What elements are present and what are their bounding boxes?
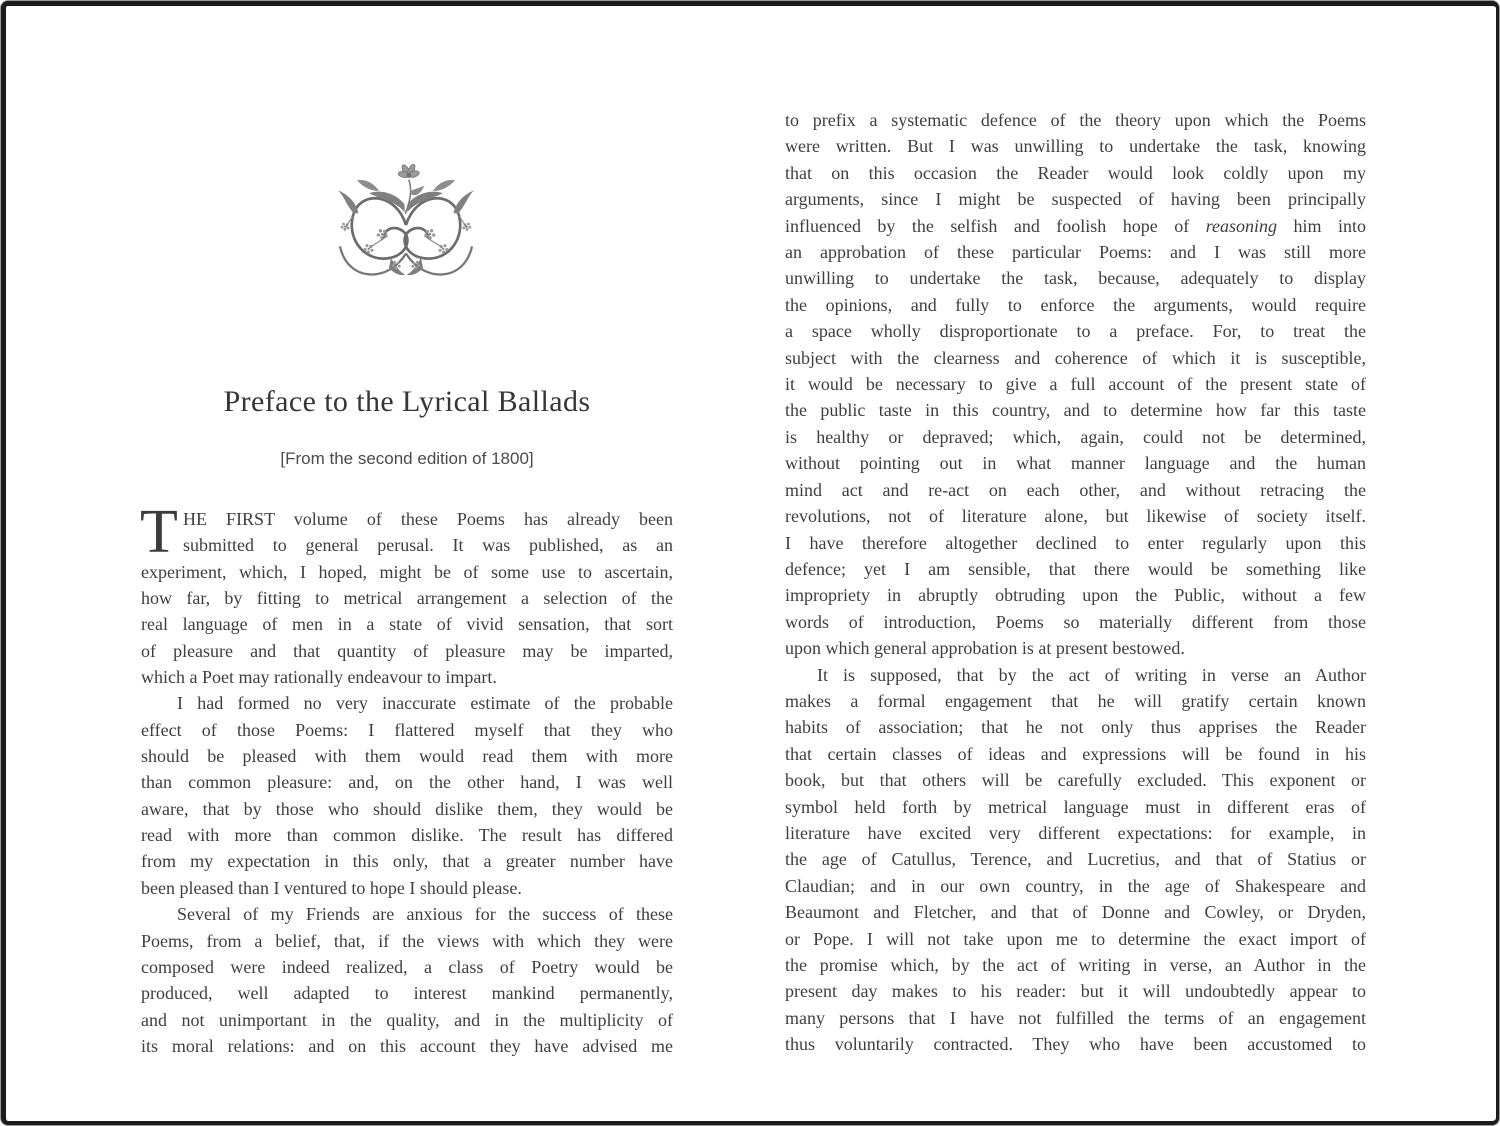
- text-line: produced, well adapted to interest mankind permanently,: [141, 983, 673, 1004]
- text-line: thus voluntarily contracted. They who have been accustomed to: [785, 1034, 1366, 1055]
- text-line: been pleased than I ventured to hope I should please.: [141, 877, 522, 898]
- text-line: It is supposed, that by the act of writing in verse an Author: [817, 664, 1366, 685]
- text-line: defence; yet I am sensible, that there would be something like: [785, 558, 1366, 579]
- text-line: many persons that I have not fulfilled the terms of an engagement: [785, 1007, 1366, 1028]
- text-line: or Pope. I will not take upon me to determine the exact import of: [785, 928, 1366, 949]
- text-line: than common pleasure: and, on the other hand, I was well: [141, 772, 673, 793]
- text-line: were written. But I was unwilling to undertake the task, knowing: [785, 136, 1366, 157]
- text-line: how far, by fitting to metrical arrangement a selection of the: [141, 588, 673, 609]
- text-line: literature have excited very different expectations: for example, in: [785, 822, 1366, 843]
- text-line: makes a formal engagement that he will gratify certain known: [785, 690, 1366, 711]
- text-line: book, but that others will be carefully excluded. This exponent or: [785, 770, 1366, 791]
- text-line: to prefix a systematic defence of the theory upon which the Poems: [785, 110, 1366, 130]
- text-line: words of introduction, Poems so materially different from those: [785, 611, 1366, 632]
- text-line: present day makes to his reader: but it will undoubtedly appear to: [785, 981, 1366, 1002]
- text-line: the public taste in this country, and to determine how far this taste: [785, 400, 1366, 421]
- text-line: I had formed no very inaccurate estimate of the probable: [177, 693, 673, 714]
- paragraph: [785, 662, 1366, 1058]
- text-line: that certain classes of ideas and expressions will be found in his: [785, 743, 1366, 764]
- text-line: experiment, which, I hoped, might be of some use to ascertain,: [141, 561, 673, 582]
- text-line: mind act and re-act on each other, and without retracing the: [785, 479, 1366, 500]
- text-line: an approbation of these particular Poems: and I was still more: [785, 242, 1366, 263]
- text-line: should be pleased with them would read them with more: [141, 746, 673, 767]
- text-line: unwilling to undertake the task, because, adequately to display: [785, 268, 1366, 289]
- text-line: that on this occasion the Reader would look coldly upon my: [785, 162, 1366, 183]
- right-page-body-text: [785, 107, 1366, 1058]
- text-line: revolutions, not of literature alone, but likewise of society itself.: [785, 506, 1366, 527]
- text-line: habits of association; that he not only thus apprises the Reader: [785, 717, 1366, 738]
- text-line: effect of those Poems: I flattered myself that they who: [141, 719, 673, 740]
- text-line: influenced by the selfish and foolish hope of reasoning him into: [785, 215, 1366, 236]
- text-line: subject with the clearness and coherence of which it is susceptible,: [785, 347, 1366, 368]
- text-line: from my expectation in this only, that a greater number have: [141, 851, 673, 872]
- text-line: HE FIRST volume of these Poems has already been: [183, 509, 673, 529]
- right-page: [6, 6, 1496, 1121]
- text-line: without pointing out in what manner language and the human: [785, 453, 1366, 474]
- text-line: a space wholly disproportionate to a preface. For, to treat the: [785, 321, 1366, 342]
- text-line: it would be necessary to give a full account of the present state of: [785, 374, 1366, 395]
- paragraph: [785, 107, 1366, 662]
- text-line: submitted to general perusal. It was published, as an: [183, 535, 673, 556]
- text-line: arguments, since I might be suspected of having been principally: [785, 189, 1366, 210]
- drop-cap-letter: T: [140, 498, 178, 566]
- text-line: of pleasure and that quantity of pleasure may be imparted,: [141, 640, 673, 661]
- text-line: impropriety in abruptly obtruding upon the Public, without a few: [785, 585, 1366, 606]
- edition-note: [From the second edition of 1800]: [280, 449, 534, 468]
- text-line: and not unimportant in the quality, and in the multiplicity of: [141, 1009, 673, 1030]
- text-line: its moral relations: and on this account they have advised me: [141, 1035, 673, 1056]
- text-line: which a Poet may rationally endeavour to impart.: [141, 667, 497, 688]
- text-line: aware, that by those who should dislike them, they would be: [141, 798, 673, 819]
- text-line: the age of Catullus, Terence, and Lucretius, and that of Statius or: [785, 849, 1366, 870]
- chapter-title: Preface to the Lyrical Ballads: [223, 385, 591, 418]
- text-line: the opinions, and fully to enforce the arguments, would require: [785, 294, 1366, 315]
- text-line: upon which general approbation is at present bestowed.: [785, 638, 1185, 659]
- text-line: is healthy or depraved; which, again, could not be determined,: [785, 426, 1366, 447]
- text-line: real language of men in a state of vivid sensation, that sort: [141, 614, 673, 635]
- text-line: the promise which, by the act of writing in verse, an Author in the: [785, 955, 1366, 975]
- text-line: composed were indeed realized, a class of Poetry would be: [141, 956, 673, 977]
- text-line: Poems, from a belief, that, if the views with which they were: [141, 930, 673, 951]
- text-line: read with more than common dislike. The result has differed: [141, 825, 673, 846]
- text-line: symbol held forth by metrical language must in different eras of: [785, 796, 1366, 817]
- text-line: Several of my Friends are anxious for the success of these: [177, 904, 673, 925]
- text-line: Beaumont and Fletcher, and that of Donne and Cowley, or Dryden,: [785, 902, 1366, 923]
- text-line: I have therefore altogether declined to enter regularly upon this: [785, 532, 1366, 553]
- text-line: Claudian; and in our own country, in the age of Shakespeare and: [785, 875, 1366, 896]
- book-page-frame: [1, 1, 1499, 1125]
